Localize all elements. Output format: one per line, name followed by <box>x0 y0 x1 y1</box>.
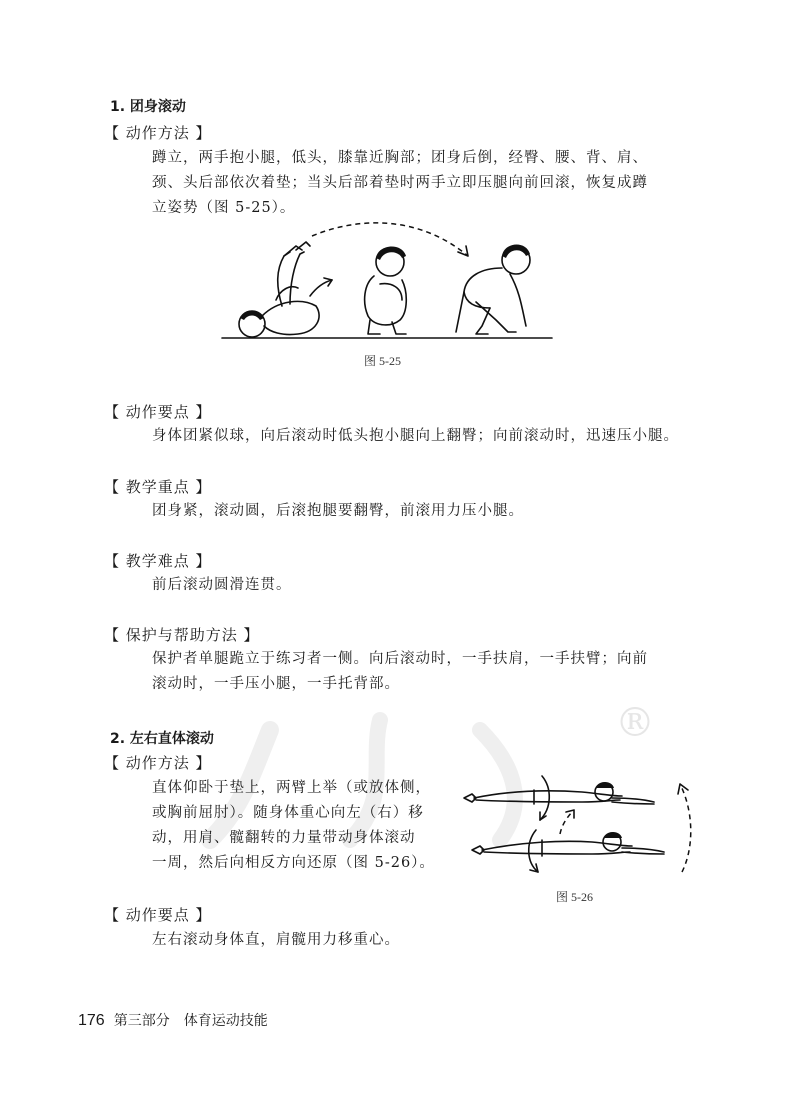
protection-line: 滚动时，一手压小腿，一手托背部。 <box>152 676 400 692</box>
section-2-title: 2. 左右直体滚动 <box>110 731 214 747</box>
method-line: 动，用肩、髋翻转的力量带动身体滚动 <box>152 830 416 846</box>
figure-5-25-illustration <box>220 222 560 347</box>
section-2-method-text <box>152 776 452 876</box>
method-line: 直体仰卧于垫上，两臂上举（或放体侧， <box>152 780 431 796</box>
method-line: 蹲立，两手抱小腿，低头，膝靠近胸部；团身后倒，经臀、腰、背、肩、 <box>152 150 648 166</box>
section-2-key-points-label: 【 动作要点 】 <box>104 906 212 924</box>
method-line: 立姿势（图 5-25）。 <box>152 200 296 216</box>
section-1-teaching-focus-label: 【 教学重点 】 <box>104 478 212 496</box>
method-line: 颈、头后部依次着垫；当头后部着垫时两手立即压腿向前回滚，恢复成蹲 <box>152 175 648 191</box>
page-number: 176 <box>78 1012 105 1029</box>
section-1-method-text <box>152 146 712 221</box>
registered-mark: ® <box>615 700 655 746</box>
figure-5-25-caption: 图 5-25 <box>364 354 401 368</box>
section-1-key-points-label: 【 动作要点 】 <box>104 403 212 421</box>
method-line: 一周，然后向相反方向还原（图 5-26）。 <box>152 855 435 871</box>
section-1-key-points-text: 身体团紧似球，向后滚动时低头抱小腿向上翻臀；向前滚动时，迅速压小腿。 <box>152 428 679 444</box>
figure-5-26 <box>462 768 702 880</box>
section-1-teaching-difficulty-label: 【 教学难点 】 <box>104 552 212 570</box>
section-1-teaching-focus-text: 团身紧，滚动圆，后滚抱腿要翻臀，前滚用力压小腿。 <box>152 503 524 519</box>
figure-5-26-caption: 图 5-26 <box>556 890 593 904</box>
section-1-method-label: 【 动作方法 】 <box>104 124 212 142</box>
page-footer <box>78 1010 268 1030</box>
section-1-teaching-difficulty-text: 前后滚动圆滑连贯。 <box>152 577 292 593</box>
section-2-key-points-text: 左右滚动身体直，肩髋用力移重心。 <box>152 932 400 948</box>
section-1-protection-label: 【 保护与帮助方法 】 <box>104 626 260 644</box>
protection-line: 保护者单腿跪立于练习者一侧。向后滚动时，一手扶肩，一手扶臂；向前 <box>152 651 648 667</box>
footer-section-text: 第三部分 体育运动技能 <box>113 1013 268 1029</box>
figure-5-25 <box>220 222 560 347</box>
figure-5-26-illustration <box>462 768 702 880</box>
section-1-title: 1. 团身滚动 <box>110 99 186 115</box>
section-1-protection-text <box>152 647 712 697</box>
section-2-method-label: 【 动作方法 】 <box>104 754 212 772</box>
method-line: 或胸前屈肘）。随身体重心向左（右）移 <box>152 805 424 821</box>
